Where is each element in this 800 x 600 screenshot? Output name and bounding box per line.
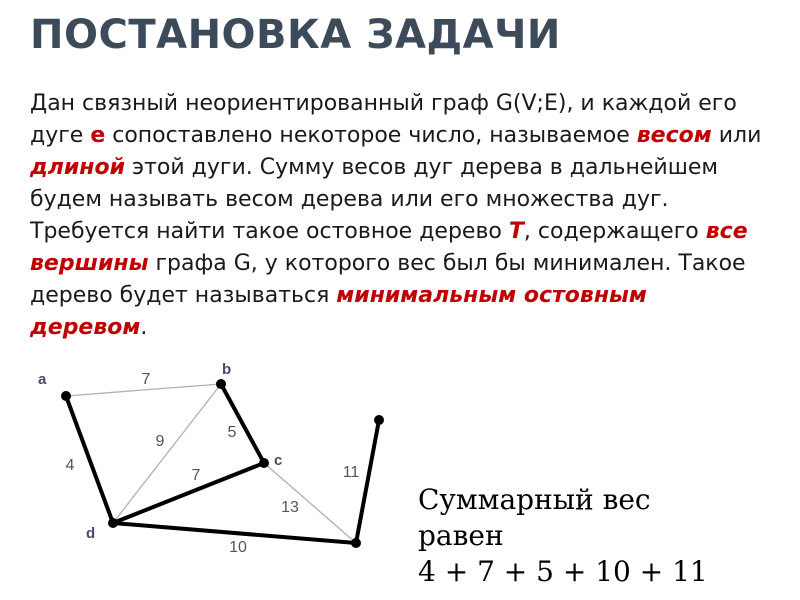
vertex-label-d: d [86,525,96,542]
total-weight-line-1: Суммарный вес [418,483,651,516]
edge-weight-a-d: 4 [65,457,75,474]
text-segment: или [711,123,762,148]
vertex-d [108,518,118,528]
text-segment: , содержащего [523,219,706,244]
highlight-length: длиной [30,155,126,180]
vertex-e [351,538,361,548]
highlight-mst: минимальным остовным деревом [30,283,647,340]
vertex-c [259,458,269,468]
vertex-label-b: b [222,361,232,378]
edge-weight-d-c: 7 [191,467,201,484]
edge-weight-b-c: 5 [227,424,237,441]
text-segment: графа G, у которого вес был бы минимален. Такое дерево будет называться [30,251,746,308]
edge-weight-c-e: 13 [281,499,299,516]
vertex-label-c: c [274,452,283,469]
page-title: ПОСТАНОВКА ЗАДАЧИ [30,12,561,58]
vertex-f [374,415,384,425]
edge-weight-d-b: 9 [155,433,165,450]
vertex-b [216,379,226,389]
highlight-all-vertices: все вершины [30,219,748,276]
vertex-label-a: a [38,371,47,388]
edge-weight-a-b: 7 [141,371,151,388]
total-weight-line-2: равен [418,519,504,552]
text-segment: . [140,315,148,340]
edge-weight-d-e: 10 [229,539,247,556]
edge-weight-e-f: 11 [342,464,360,481]
edge-e-f [356,420,379,543]
text-segment: сопоставлено некоторое число, называемое [105,123,637,148]
highlight-edge-e: е [90,123,106,148]
highlight-tree-t: T [508,219,524,244]
text-segment: этой дуги. Сумму весов дуг дерева в дальнейшем будем называть весом дерева или его множества дуг. Требуется найти такое остовное дерево [30,155,718,244]
vertex-a [61,391,71,401]
total-weight-line-3: 4 + 7 + 5 + 10 + 11 [418,555,708,588]
total-weight-text [418,482,708,590]
highlight-weight: весом [636,123,712,148]
text-segment: Дан связный неориентированный граф G(V;E), и каждой его дуге [30,91,737,148]
